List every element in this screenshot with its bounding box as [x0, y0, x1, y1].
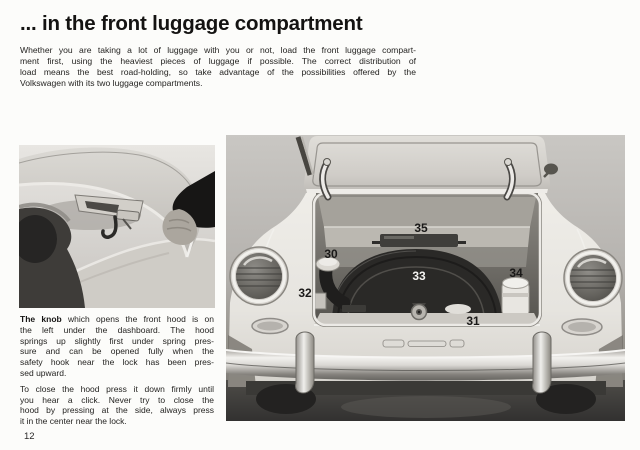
caption-lead: The knob [20, 314, 62, 324]
right-headlight [564, 249, 622, 307]
caption-paragraph-2 [20, 384, 214, 427]
caption-line: hood by pressing at the side, always press [20, 405, 214, 416]
left-turn-signal [252, 319, 288, 334]
caption-line: safety hook near the lock has been pres- [20, 357, 214, 368]
ground-reflection [341, 396, 511, 418]
caption-line: you hear a click. Never try to close the [20, 394, 214, 405]
model-badge [383, 340, 464, 347]
caption-line: it in the center near the lock. [20, 416, 127, 427]
page-title: ... in the front luggage compartment [20, 12, 363, 35]
part-label-35: 35 [414, 221, 428, 235]
right-turn-signal [562, 319, 602, 335]
caption-line: sure and can be opened fully when the [20, 346, 214, 357]
hood-lock [412, 303, 427, 320]
tool-kit [372, 234, 466, 247]
left-headlight [230, 247, 288, 305]
part-label-31: 31 [466, 314, 480, 328]
front-luggage-compartment-photo [226, 135, 625, 421]
part-label-32: 32 [298, 286, 312, 300]
intro-line: Whether you are taking a lot of luggage with you or not, load the front luggage compart- [20, 45, 416, 55]
bumper-guard-left [295, 332, 314, 393]
part-label-34: 34 [509, 266, 523, 280]
washer-bottle [502, 278, 529, 316]
caption-line: springs up slightly first under spring pres- [20, 335, 214, 346]
page-number: 12 [24, 431, 35, 442]
bumper-guard-right [532, 332, 551, 393]
front-hood-lock-photo [19, 145, 215, 308]
caption-line: sed upward. [20, 367, 67, 378]
intro-paragraph [20, 45, 416, 89]
caption-text [20, 314, 214, 427]
caption-line: the left under the dashboard. The hood [20, 324, 214, 335]
part-label-30: 30 [324, 247, 338, 261]
caption-line: The knob which opens the front hood is on [20, 314, 215, 324]
part-label-33: 33 [412, 269, 426, 283]
jack-bracket [315, 293, 326, 309]
caption-line: To close the hood press it down firmly until [20, 383, 214, 394]
caption-paragraph-1 [20, 314, 214, 379]
intro-line: ment first, using the heaviest pieces of luggage if possible. The correct distribution of [20, 56, 416, 66]
intro-line: Volkswagen with its two luggage compartments. [20, 78, 203, 88]
intro-line: load means the best road-holding, so take advantage of the possibilities offered by the [20, 67, 416, 77]
